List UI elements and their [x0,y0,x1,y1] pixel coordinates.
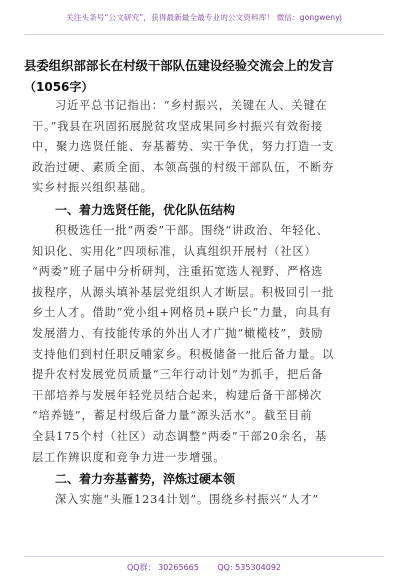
paragraph-line: 支持他们到村任职反哺家乡。积极储备一批后备力量。以 [32,347,335,361]
paragraph-line: 全县175个村（社区）动态调整“两委”干部20余名，基 [32,429,328,443]
intro-paragraph [32,96,388,511]
word-count: （1056字） [24,80,94,94]
paragraph-line: 深入实施“头雁1234计划”。围绕乡村振兴“人才” [55,493,320,507]
paragraph-line: 提升农村发展党员质量“三年行动计划”为抓手，把后备 [32,368,324,382]
paragraph-line: 干。”我县在巩固拓展脱贫攻坚成果同乡村振兴有效衔接 [32,119,324,133]
paragraph-line: 发展潜力、有技能传承的外出人才广抛“橄榄枝”，鼓励 [32,326,324,340]
section-heading-2: 二、着力夯基蓄势，淬炼过硬本领 [55,472,236,487]
paragraph-line: 中，聚力选贤任能、夯基蓄势、实干争优，努力打造一支 [32,140,335,154]
paragraph-line: 层工作辨识度和竞争力进一步增强。 [32,450,226,464]
section-heading-1: 一、着力选贤任能，优化队伍结构 [55,202,236,217]
paragraph-line: 实乡村振兴组织基础。 [32,181,153,195]
paragraph-line: 习近平总书记指出：“乡村振兴，关键在人、关键在 [55,99,328,112]
paragraph-line: 乡土人才。借助“党小组+网格员+联户长”力量，向具有 [32,306,332,320]
footer-divider [24,556,384,557]
paragraph-line: “培养链”，蓄足村级后备力量“源头活水”。截至目前 [32,409,313,423]
paragraph-line: “两委”班子届中分析研判，注重拓宽选人视野、严格选 [32,265,324,279]
qq-number: QQ: 535304092 [217,563,282,572]
document-title: 县委组织部部长在村级干部队伍建设经验交流会上的发言 [24,58,334,73]
header-divider [24,34,384,35]
paragraph-line: 拔程序，从源头填补基层党组织人才断层。积极回引一批 [32,285,335,299]
paragraph-line: 干部培养与发展年轻党员结合起来，构建后备干部梯次 [32,388,323,402]
footer-contact [0,562,408,573]
paragraph-line: 知识化、实用化”四项标准，认真组织开展村（社区） [32,244,317,258]
qq-group-number: QQ群： 30265665 [126,563,199,572]
paragraph-line: 政治过硬、素质全面、本领高强的村级干部队伍，不断夯 [32,160,335,174]
header-banner: 关注头条号“公文研究”，获得最新最全最专业的公文资料库！ 微信：gongwenyj [66,13,342,22]
paragraph-line: 积极选任一批“两委”干部。围绕“讲政治、年轻化、 [55,223,329,237]
